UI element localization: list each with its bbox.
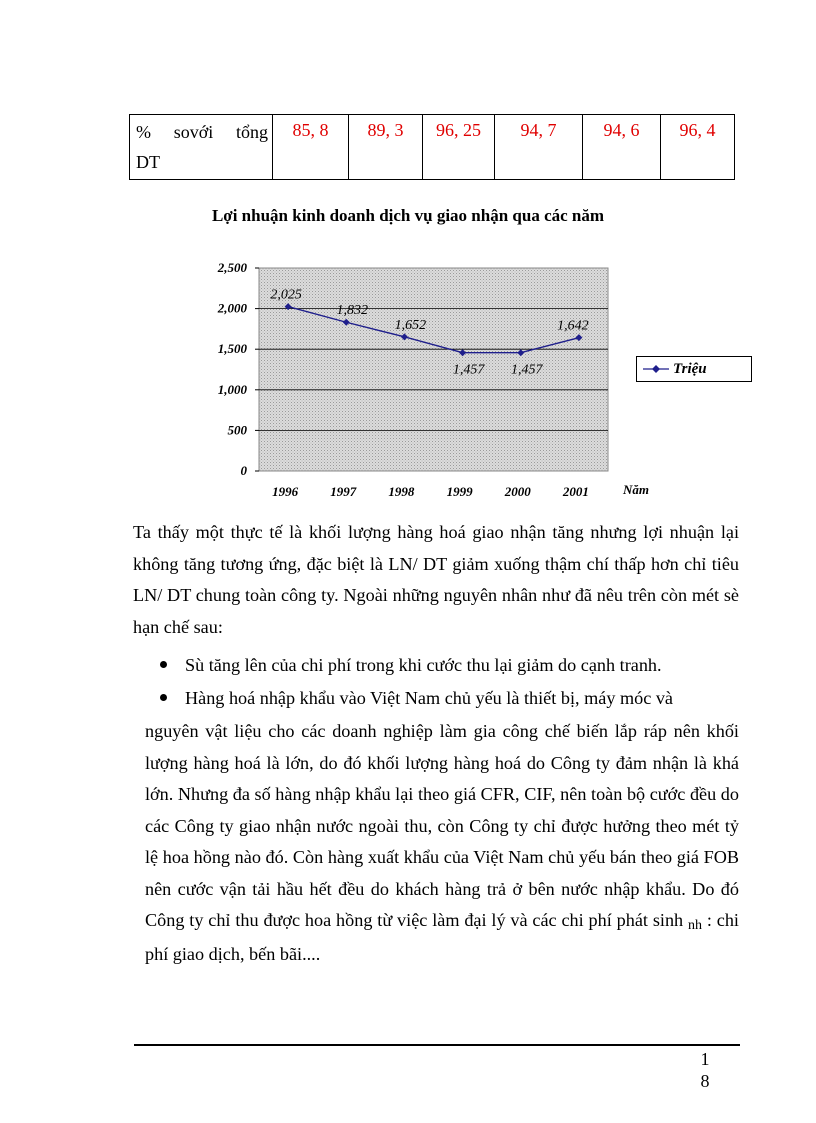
x-tick-label: 2001 [562, 484, 589, 499]
y-tick-label: 2,500 [217, 260, 247, 275]
data-label: 1,642 [557, 318, 589, 334]
x-axis-label: Năm [623, 482, 649, 497]
chart-legend [636, 356, 752, 382]
data-label: 1,832 [336, 303, 368, 319]
value-cell-1997: 89, 3 [348, 115, 422, 179]
footer-divider [134, 1044, 740, 1046]
bullet-item-1 [160, 650, 662, 682]
data-label: 1,457 [452, 362, 485, 378]
value-cell-1999: 94, 7 [494, 115, 582, 179]
bullet-icon [160, 661, 167, 668]
x-tick-label: 1998 [388, 484, 415, 499]
row-label-word: sovới [173, 122, 214, 142]
bullet-text: Hàng hoá nhập khẩu vào Việt Nam chủ yếu là thiết bị, máy móc và [185, 688, 673, 708]
legend-marker-icon [643, 364, 669, 374]
chart-title: Lợi nhuận kinh doanh dịch vụ giao nhận qua các năm [211, 206, 605, 225]
summary-table-row [129, 114, 735, 180]
y-tick-label: 0 [240, 463, 247, 478]
bullet-2-continuation [145, 716, 739, 970]
paragraph-1: Ta thấy một thực tế là khối lượng hàng hoá giao nhận tăng nhưng lợi nhuận lại không tăng tương ứng, đặc biệt là LN/ DT giảm xuống thậm chí thấp hơn chỉ tiêu LN/ DT chung toàn công ty. Ngoài những nguyên nhân như đã nêu trên còn mét sè hạn chế sau: [133, 522, 739, 637]
plot-area [259, 268, 608, 471]
x-tick-label: 1999 [446, 484, 473, 499]
row-label-cell [130, 115, 272, 179]
y-tick-label: 1,500 [217, 341, 247, 357]
data-label: 1,457 [511, 362, 543, 378]
x-tick-label: 2000 [504, 484, 531, 499]
data-label: 1,652 [394, 317, 427, 333]
legend-label: Triệu [673, 360, 707, 377]
page-number-digit: 8 [700, 1071, 710, 1091]
y-tick-label: 500 [227, 422, 247, 438]
profit-line-chart [195, 258, 665, 508]
bullet-2-small: nh [688, 918, 702, 933]
bullet-text: Sù tăng lên của chi phí trong khi cước thu lại giảm do cạnh tranh. [185, 655, 662, 675]
value-cell-2000: 94, 6 [582, 115, 660, 179]
row-label-word: % [136, 122, 151, 142]
x-tick-label: 1997 [330, 484, 357, 499]
bullet-2-end: : chi phí giao dịch, bến bãi.... [145, 910, 739, 964]
value-cell-1998: 96, 25 [422, 115, 494, 179]
row-label-word: tổng [235, 122, 268, 142]
y-tick-label: 2,000 [217, 300, 247, 316]
data-label: 2,025 [270, 287, 302, 303]
bullet-2-body: nguyên vật liệu cho các doanh nghiệp làm gia công chế biến lắp ráp nên khối lượng hàng hoá là lớn, do đó khối lượng hàng hoá do Công ty đảm nhận là khá lớn. Nhưng đa số hàng nhập khẩu lại theo giá CFR, CIF, nên toàn bộ cước đều do các Công ty giao nhận nước ngoài thu, còn Công ty chỉ được hưởng theo mét tỷ lệ hoa hồng nào đó. Còn hàng xuất khẩu của Việt Nam chủ yếu bán theo giá FOB nên cước vận tải hầu hết đều do khách hàng trả ở bên nước nhập khẩu. Do đó Công ty chỉ thu được hoa hồng từ việc làm đại lý và các chi phí phát sinh [145, 721, 739, 930]
x-tick-label: 1996 [272, 484, 299, 499]
page-number-digit: 1 [700, 1049, 710, 1069]
value-cell-2001: 96, 4 [660, 115, 734, 179]
row-label-line2: DT [136, 152, 160, 172]
bullet-item-2 [160, 683, 740, 715]
value-cell-1996: 85, 8 [272, 115, 348, 179]
y-tick-label: 1,000 [217, 381, 247, 397]
bullet-icon [160, 694, 167, 701]
page-number [695, 1048, 715, 1092]
